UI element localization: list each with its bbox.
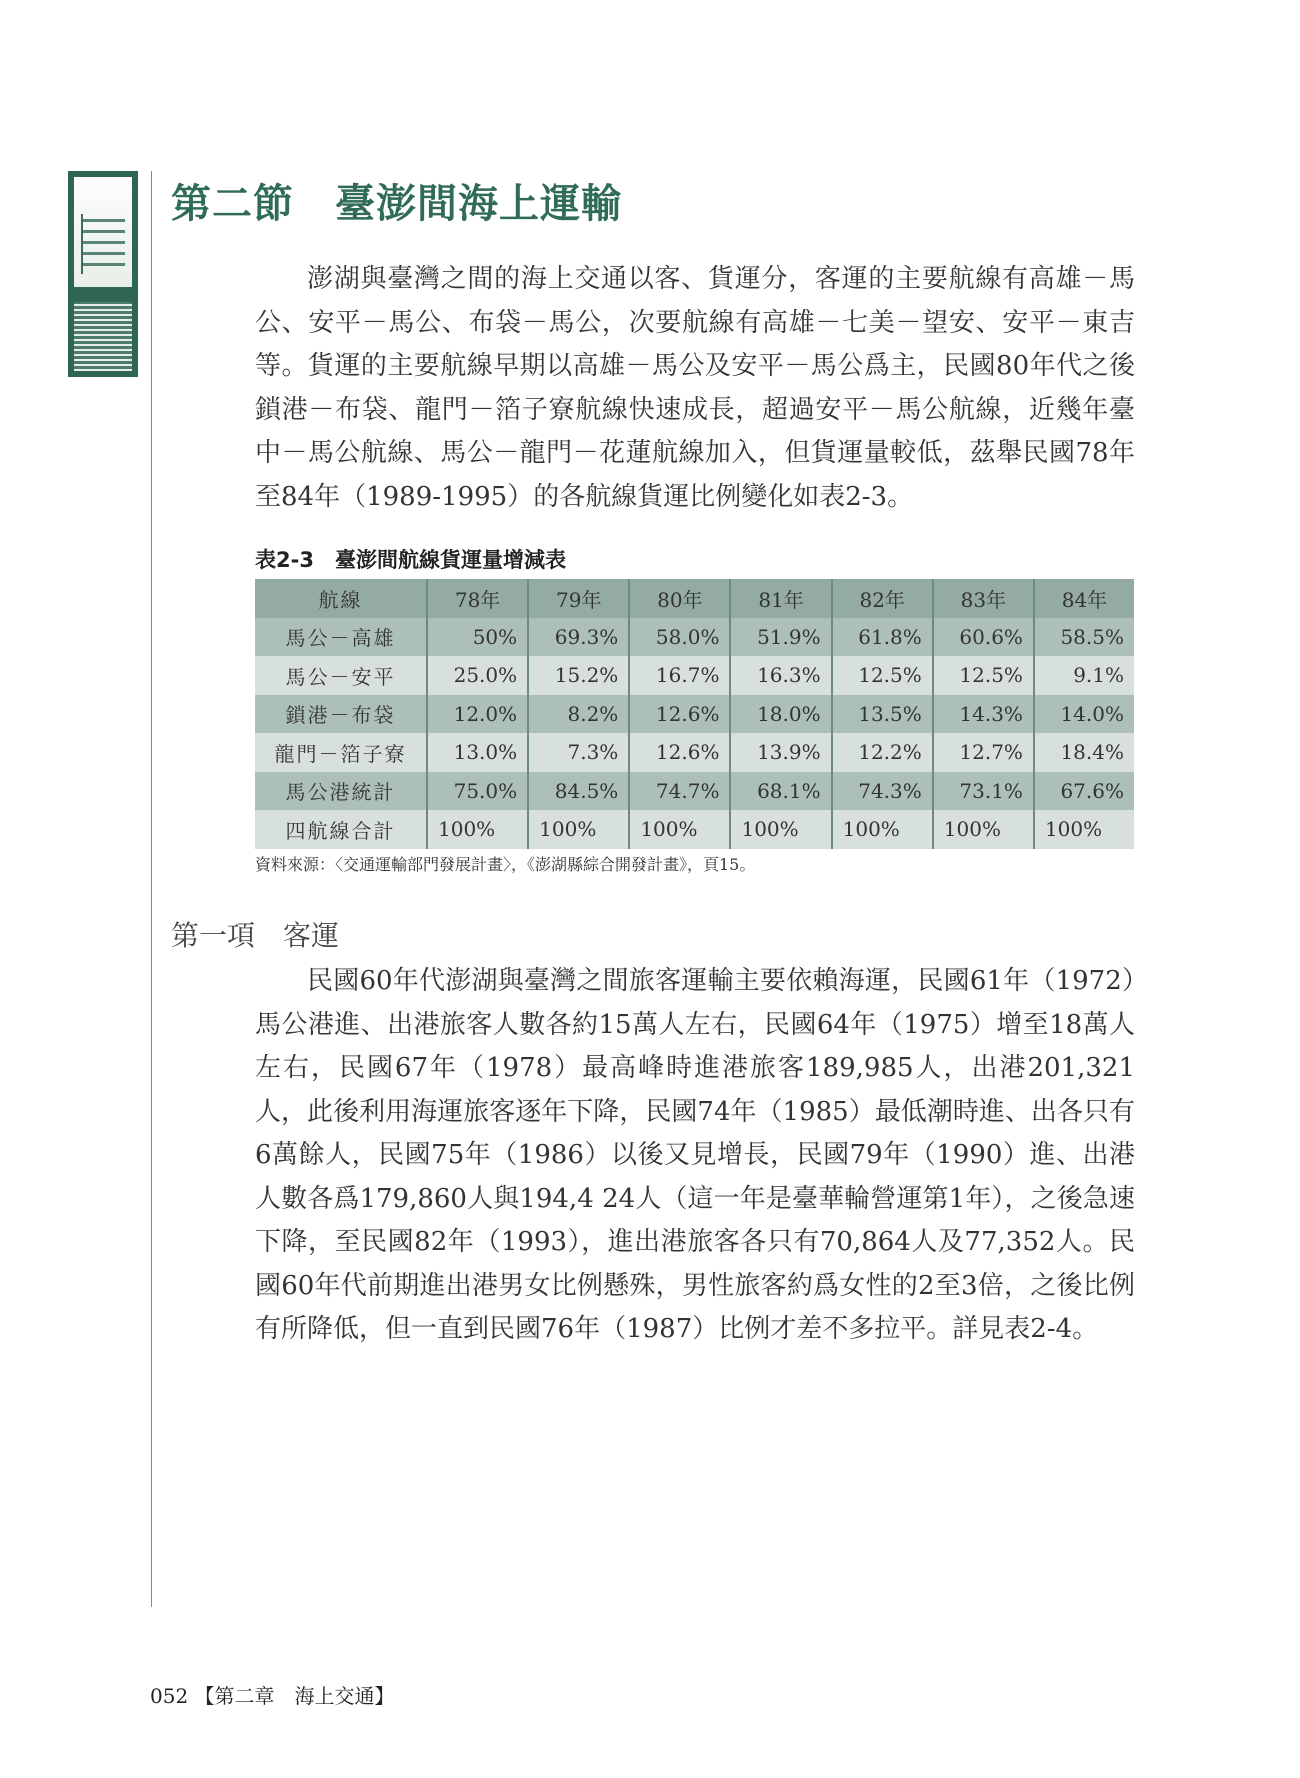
value-cell: 13.0% (427, 733, 528, 772)
column-header: 79年 (528, 579, 629, 618)
value-cell: 12.6% (629, 695, 730, 734)
harbor-photo-thumbnail (68, 171, 138, 377)
page-footer: 052 【第二章 海上交通】 (150, 1684, 395, 1708)
value-cell: 61.8% (832, 618, 933, 657)
table-row (255, 733, 1134, 772)
table-row (255, 810, 1134, 849)
value-cell: 12.5% (933, 656, 1034, 695)
subsection-title: 第一項 客運 (171, 919, 340, 952)
value-cell: 12.5% (832, 656, 933, 695)
value-cell: 100% (427, 810, 528, 849)
value-cell: 16.3% (730, 656, 831, 695)
table-row (255, 695, 1134, 734)
value-cell: 58.5% (1034, 618, 1134, 657)
route-cell: 馬公－安平 (255, 656, 427, 695)
table-row (255, 618, 1134, 657)
value-cell: 51.9% (730, 618, 831, 657)
value-cell: 50% (427, 618, 528, 657)
value-cell: 13.5% (832, 695, 933, 734)
value-cell: 75.0% (427, 772, 528, 811)
value-cell: 18.4% (1034, 733, 1134, 772)
table-row (255, 656, 1134, 695)
value-cell: 14.3% (933, 695, 1034, 734)
value-cell: 84.5% (528, 772, 629, 811)
column-header: 81年 (730, 579, 831, 618)
route-cell: 龍門－箔子寮 (255, 733, 427, 772)
value-cell: 73.1% (933, 772, 1034, 811)
value-cell: 58.0% (629, 618, 730, 657)
ship-silhouette (81, 214, 125, 274)
intro-text: 澎湖與臺灣之間的海上交通以客、貨運分，客運的主要航線有高雄－馬公、安平－馬公、布袋－馬公，次要航線有高雄－七美－望安、安平－東吉等。貨運的主要航線早期以高雄－馬公及安平－馬公爲主，民國80年代之後鎖港－布袋、龍門－箔子寮航線快速成長，超過安平－馬公航線，近幾年臺中－馬公航線、馬公－龍門－花蓮航線加入，但貨運量較低，茲舉民國78年至84年（1989-1995）的各航線貨運比例變化如表2-3。 (255, 264, 1135, 512)
value-cell: 18.0% (730, 695, 831, 734)
value-cell: 100% (528, 810, 629, 849)
value-cell: 16.7% (629, 656, 730, 695)
value-cell: 100% (832, 810, 933, 849)
column-header: 航線 (255, 579, 427, 618)
column-header: 84年 (1034, 579, 1134, 618)
route-cell: 鎖港－布袋 (255, 695, 427, 734)
value-cell: 67.6% (1034, 772, 1134, 811)
column-header: 83年 (933, 579, 1034, 618)
value-cell: 8.2% (528, 695, 629, 734)
value-cell: 25.0% (427, 656, 528, 695)
table-caption: 表2-3 臺澎間航線貨運量增減表 (255, 548, 566, 572)
value-cell: 60.6% (933, 618, 1034, 657)
value-cell: 12.7% (933, 733, 1034, 772)
value-cell: 14.0% (1034, 695, 1134, 734)
column-header: 78年 (427, 579, 528, 618)
table-source: 資料來源：〈交通運輸部門發展計畫〉，《澎湖縣綜合開發計畫》，頁15。 (255, 855, 756, 874)
passenger-paragraph (255, 960, 1135, 1352)
passenger-text: 民國60年代澎湖與臺灣之間旅客運輸主要依賴海運，民國61年（1972）馬公港進、出港旅客人數各約15萬人左右，民國64年（1975）增至18萬人左右，民國67年（1978）最高峰時進港旅客189,985人，出港201,321人，此後利用海運旅客逐年下降，民國74年（1985）最低潮時進、出各只有6萬餘人，民國75年（1986）以後又見增長，民國79年（1990）進、出港人數各爲179,860人與194,4 24人（這一年是臺華輪營運第1年），之後急速下降，至民國82年（1993），進出港旅客各只有70,864人及77,352人。民國60年代前期進出港男女比例懸殊，男性旅客約爲女性的2至3倍，之後比例有所降低，但一直到民國76年（1987）比例才差不多拉平。詳見表2-4。 (255, 966, 1135, 1344)
route-cell: 四航線合計 (255, 810, 427, 849)
value-cell: 9.1% (1034, 656, 1134, 695)
value-cell: 68.1% (730, 772, 831, 811)
table-row (255, 772, 1134, 811)
freight-table (255, 579, 1134, 849)
value-cell: 15.2% (528, 656, 629, 695)
value-cell: 69.3% (528, 618, 629, 657)
value-cell: 74.7% (629, 772, 730, 811)
value-cell: 100% (730, 810, 831, 849)
route-cell: 馬公港統計 (255, 772, 427, 811)
column-header: 80年 (629, 579, 730, 618)
table-header-row (255, 579, 1134, 618)
value-cell: 74.3% (832, 772, 933, 811)
value-cell: 7.3% (528, 733, 629, 772)
value-cell: 12.6% (629, 733, 730, 772)
column-header: 82年 (832, 579, 933, 618)
route-cell: 馬公－高雄 (255, 618, 427, 657)
section-title: 第二節 臺澎間海上運輸 (171, 180, 622, 227)
value-cell: 13.9% (730, 733, 831, 772)
value-cell: 12.2% (832, 733, 933, 772)
value-cell: 100% (1034, 810, 1134, 849)
intro-paragraph (255, 258, 1135, 519)
value-cell: 100% (933, 810, 1034, 849)
value-cell: 12.0% (427, 695, 528, 734)
margin-rule (151, 171, 152, 1607)
value-cell: 100% (629, 810, 730, 849)
